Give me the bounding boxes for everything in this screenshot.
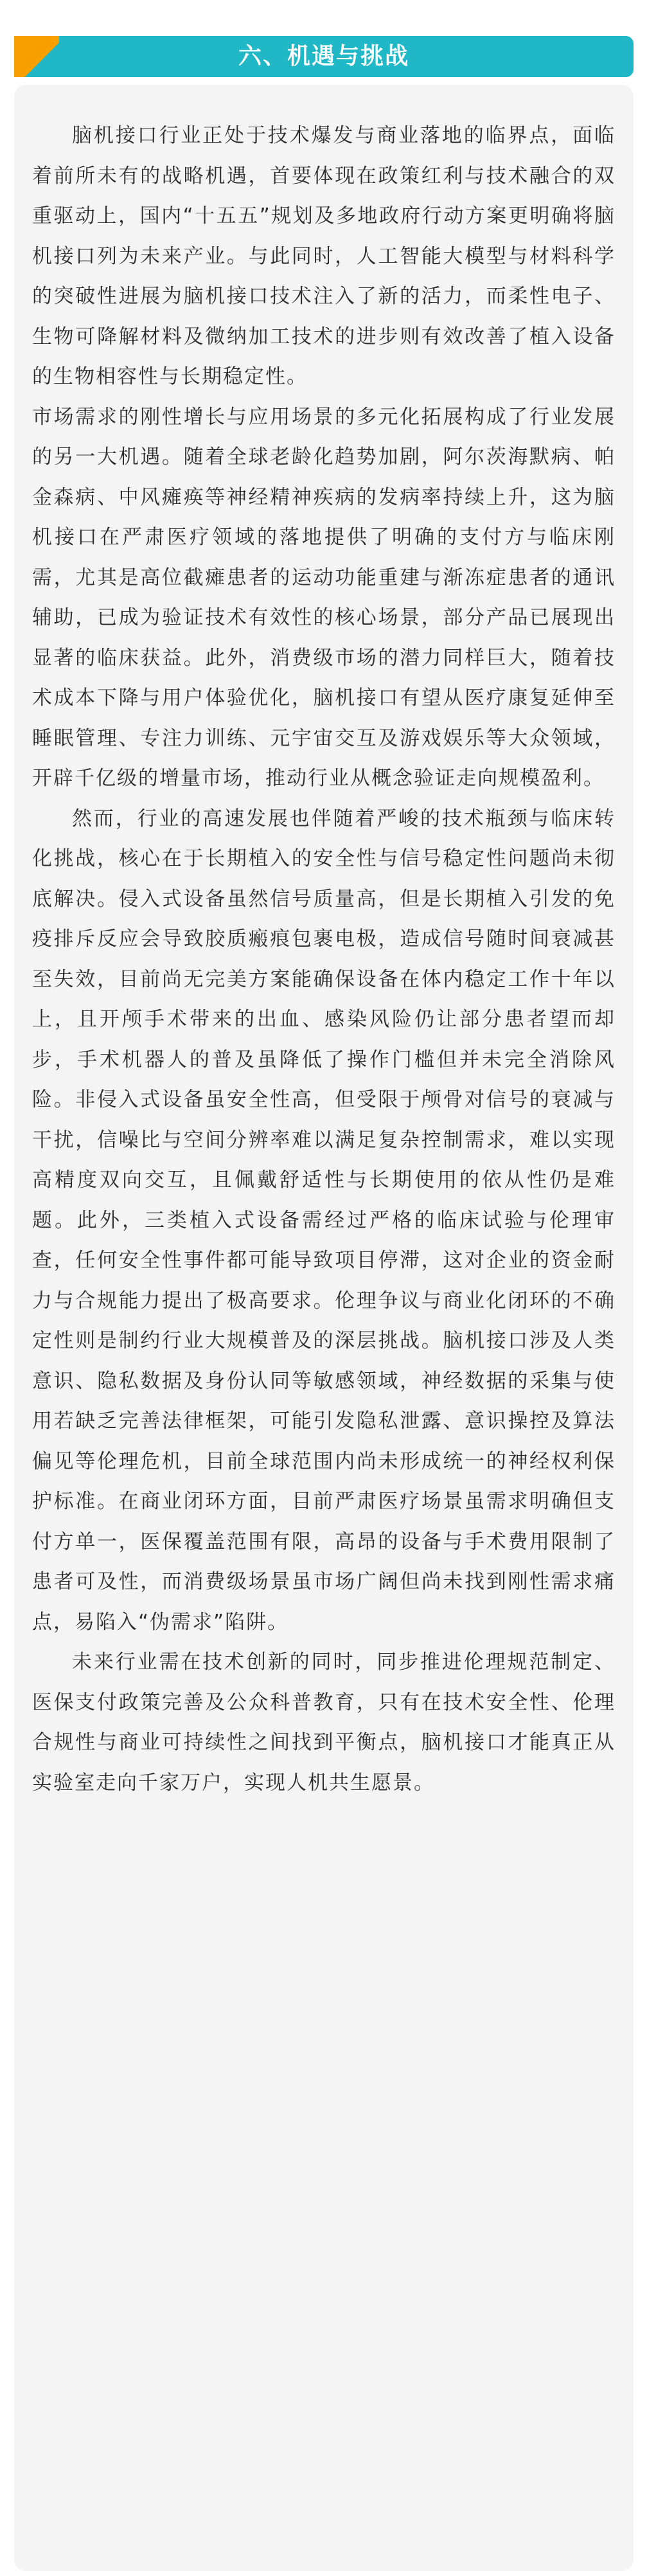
paragraph-future-outlook: 未来行业需在技术创新的同时，同步推进伦理规范制定、医保支付政策完善及公众科普教育，只有在技术安全性、伦理合规性与商业可持续性之间找到平衡点，脑机接口才能真正从实验室走向千家万户，实现人机共生愿景。 <box>32 1650 616 1794</box>
paragraph-opportunity-policy-technology: 脑机接口行业正处于技术爆发与商业落地的临界点，面临着前所未有的战略机遇，首要体现在政策红利与技术融合的双重驱动上，国内“十五五”规划及多地政府行动方案更明确将脑机接口列为未来产业。与此同时，人工智能大模型与材料科学的突破性进展为脑机接口技术注入了新的活力，而柔性电子、生物可降解材料及微纳加工技术的进步则有效改善了植入设备的生物相容性与长期稳定性。 <box>32 124 616 388</box>
article-content-card <box>14 85 634 2571</box>
section-title: 六、机遇与挑战 <box>238 43 409 69</box>
paragraph-opportunity-market-demand: 市场需求的刚性增长与应用场景的多元化拓展构成了行业发展的另一大机遇。随着全球老龄化趋势加剧，阿尔茨海默病、帕金森病、中风瘫痪等神经精神疾病的发病率持续上升，这为脑机接口在严肃医疗领域的落地提供了明确的支付方与临床刚需，尤其是高位截瘫患者的运动功能重建与渐冻症患者的通讯辅助，已成为验证技术有效性的核心场景，部分产品已展现出显著的临床获益。此外，消费级市场的潜力同样巨大，随着技术成本下降与用户体验优化，脑机接口有望从医疗康复延伸至睡眠管理、专注力训练、元宇宙交互及游戏娱乐等大众领域，开辟千亿级的增量市场，推动行业从概念验证走向规模盈利。 <box>32 405 616 790</box>
section-header-banner <box>14 36 634 77</box>
paragraph-challenge-technology-ethics: 然而，行业的高速发展也伴随着严峻的技术瓶颈与临床转化挑战，核心在于长期植入的安全性与信号稳定性问题尚未彻底解决。侵入式设备虽然信号质量高，但是长期植入引发的免疫排斥反应会导致胶质瘢痕包裹电极，造成信号随时间衰减甚至失效，目前尚无完美方案能确保设备在体内稳定工作十年以上，且开颅手术带来的出血、感染风险仍让部分患者望而却步，手术机器人的普及虽降低了操作门槛但并未完全消除风险。非侵入式设备虽安全性高，但受限于颅骨对信号的衰减与干扰，信噪比与空间分辨率难以满足复杂控制需求，难以实现高精度双向交互，且佩戴舒适性与长期使用的依从性仍是难题。此外，三类植入式设备需经过严格的临床试验与伦理审查，任何安全性事件都可能导致项目停滞，这对企业的资金耐力与合规能力提出了极高要求。伦理争议与商业化闭环的不确定性则是制约行业大规模普及的深层挑战。脑机接口涉及人类意识、隐私数据及身份认同等敏感领域，神经数据的采集与使用若缺乏完善法律框架，可能引发隐私泄露、意识操控及算法偏见等伦理危机，目前全球范围内尚未形成统一的神经权利保护标准。在商业闭环方面，目前严肃医疗场景虽需求明确但支付方单一，医保覆盖范围有限，高昂的设备与手术费用限制了患者可及性，而消费级场景虽市场广阔但尚未找到刚性需求痛点，易陷入“伪需求”陷阱。 <box>32 807 616 1634</box>
